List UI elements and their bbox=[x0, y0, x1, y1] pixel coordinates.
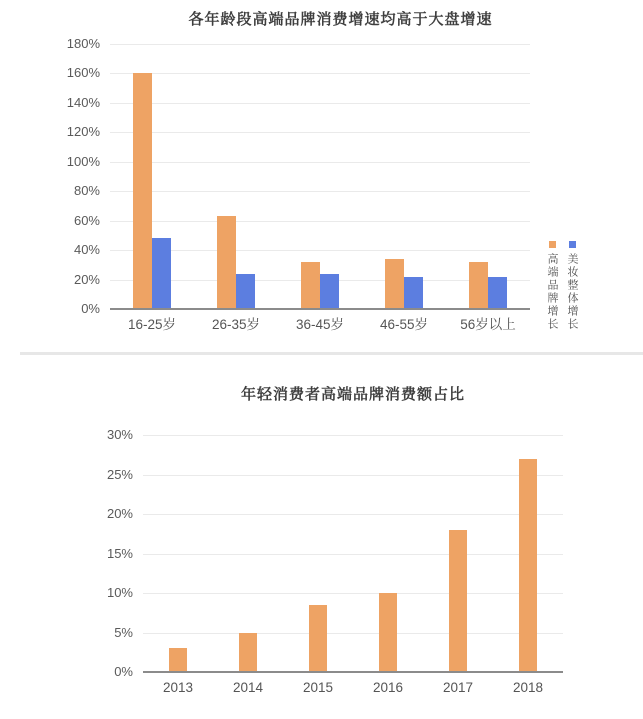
gridline bbox=[110, 250, 530, 251]
y-tick-label: 80% bbox=[73, 183, 100, 199]
bar bbox=[469, 262, 488, 309]
y-tick-label: 180% bbox=[66, 36, 100, 51]
gridline bbox=[143, 633, 563, 634]
gridline bbox=[110, 44, 530, 45]
bar bbox=[519, 459, 537, 672]
bar bbox=[488, 277, 507, 309]
x-tick-label: 2013 bbox=[162, 680, 194, 695]
x-tick-label: 46-55岁 bbox=[379, 317, 429, 332]
gridline bbox=[110, 191, 530, 192]
x-tick-label: 2018 bbox=[512, 680, 544, 695]
bar bbox=[133, 73, 152, 309]
chart-title-young-consumer-share: 年轻消费者高端品牌消费额占比 bbox=[240, 386, 465, 403]
bar bbox=[301, 262, 320, 309]
legend-label: 美妆整体增长 bbox=[566, 253, 578, 331]
y-tick-label: 140% bbox=[66, 94, 100, 110]
chart-young-consumer-share bbox=[0, 356, 643, 719]
x-tick-label: 16-25岁 bbox=[127, 317, 177, 332]
x-tick-label: 2017 bbox=[442, 680, 474, 695]
legend bbox=[544, 241, 580, 331]
bar bbox=[309, 605, 327, 672]
bar bbox=[239, 633, 257, 673]
bar bbox=[404, 277, 423, 309]
x-axis-line bbox=[110, 308, 530, 310]
bar bbox=[449, 530, 467, 672]
x-tick-label: 36-45岁 bbox=[295, 317, 345, 332]
x-tick-label: 2016 bbox=[372, 680, 404, 695]
x-tick-label: 56岁以上 bbox=[460, 317, 516, 332]
gridline bbox=[110, 103, 530, 104]
bar bbox=[217, 216, 236, 309]
x-tick-label: 2014 bbox=[232, 680, 264, 695]
legend-item bbox=[544, 241, 560, 331]
y-tick-label: 0% bbox=[81, 301, 100, 316]
chart-title-age-group-growth: 各年龄段高端品牌消费增速均高于大盘增速 bbox=[188, 11, 493, 28]
bar bbox=[379, 593, 397, 672]
legend-label: 高端品牌增长 bbox=[546, 253, 558, 331]
y-tick-label: 40% bbox=[73, 242, 100, 258]
chart-age-group-growth bbox=[0, 0, 643, 350]
y-tick-label: 5% bbox=[114, 624, 133, 640]
y-tick-label: 10% bbox=[106, 585, 133, 600]
gridline bbox=[143, 475, 563, 476]
y-tick-label: 20% bbox=[106, 506, 133, 521]
section-divider bbox=[20, 352, 643, 355]
x-tick-label: 2015 bbox=[302, 680, 334, 695]
gridline bbox=[143, 593, 563, 594]
y-tick-label: 60% bbox=[73, 212, 100, 228]
gridline bbox=[143, 514, 563, 515]
x-axis-line bbox=[143, 671, 563, 673]
bar bbox=[236, 274, 255, 309]
bar bbox=[385, 259, 404, 309]
y-tick-label: 25% bbox=[106, 466, 133, 482]
gridline bbox=[143, 435, 563, 436]
y-tick-label: 30% bbox=[106, 427, 133, 442]
bar bbox=[152, 238, 171, 309]
gridline bbox=[110, 132, 530, 133]
y-tick-label: 0% bbox=[114, 664, 133, 679]
legend-marker bbox=[549, 241, 556, 248]
legend-item bbox=[564, 241, 580, 331]
bar bbox=[169, 648, 187, 672]
y-tick-label: 120% bbox=[66, 124, 100, 140]
y-tick-label: 20% bbox=[73, 271, 100, 287]
gridline bbox=[110, 73, 530, 74]
gridline bbox=[110, 221, 530, 222]
y-tick-label: 100% bbox=[66, 153, 100, 169]
gridline bbox=[110, 162, 530, 163]
y-tick-label: 15% bbox=[106, 545, 133, 561]
bar bbox=[320, 274, 339, 309]
legend-marker bbox=[569, 241, 576, 248]
y-tick-label: 160% bbox=[66, 65, 100, 81]
gridline bbox=[143, 554, 563, 555]
x-tick-label: 26-35岁 bbox=[211, 317, 261, 332]
